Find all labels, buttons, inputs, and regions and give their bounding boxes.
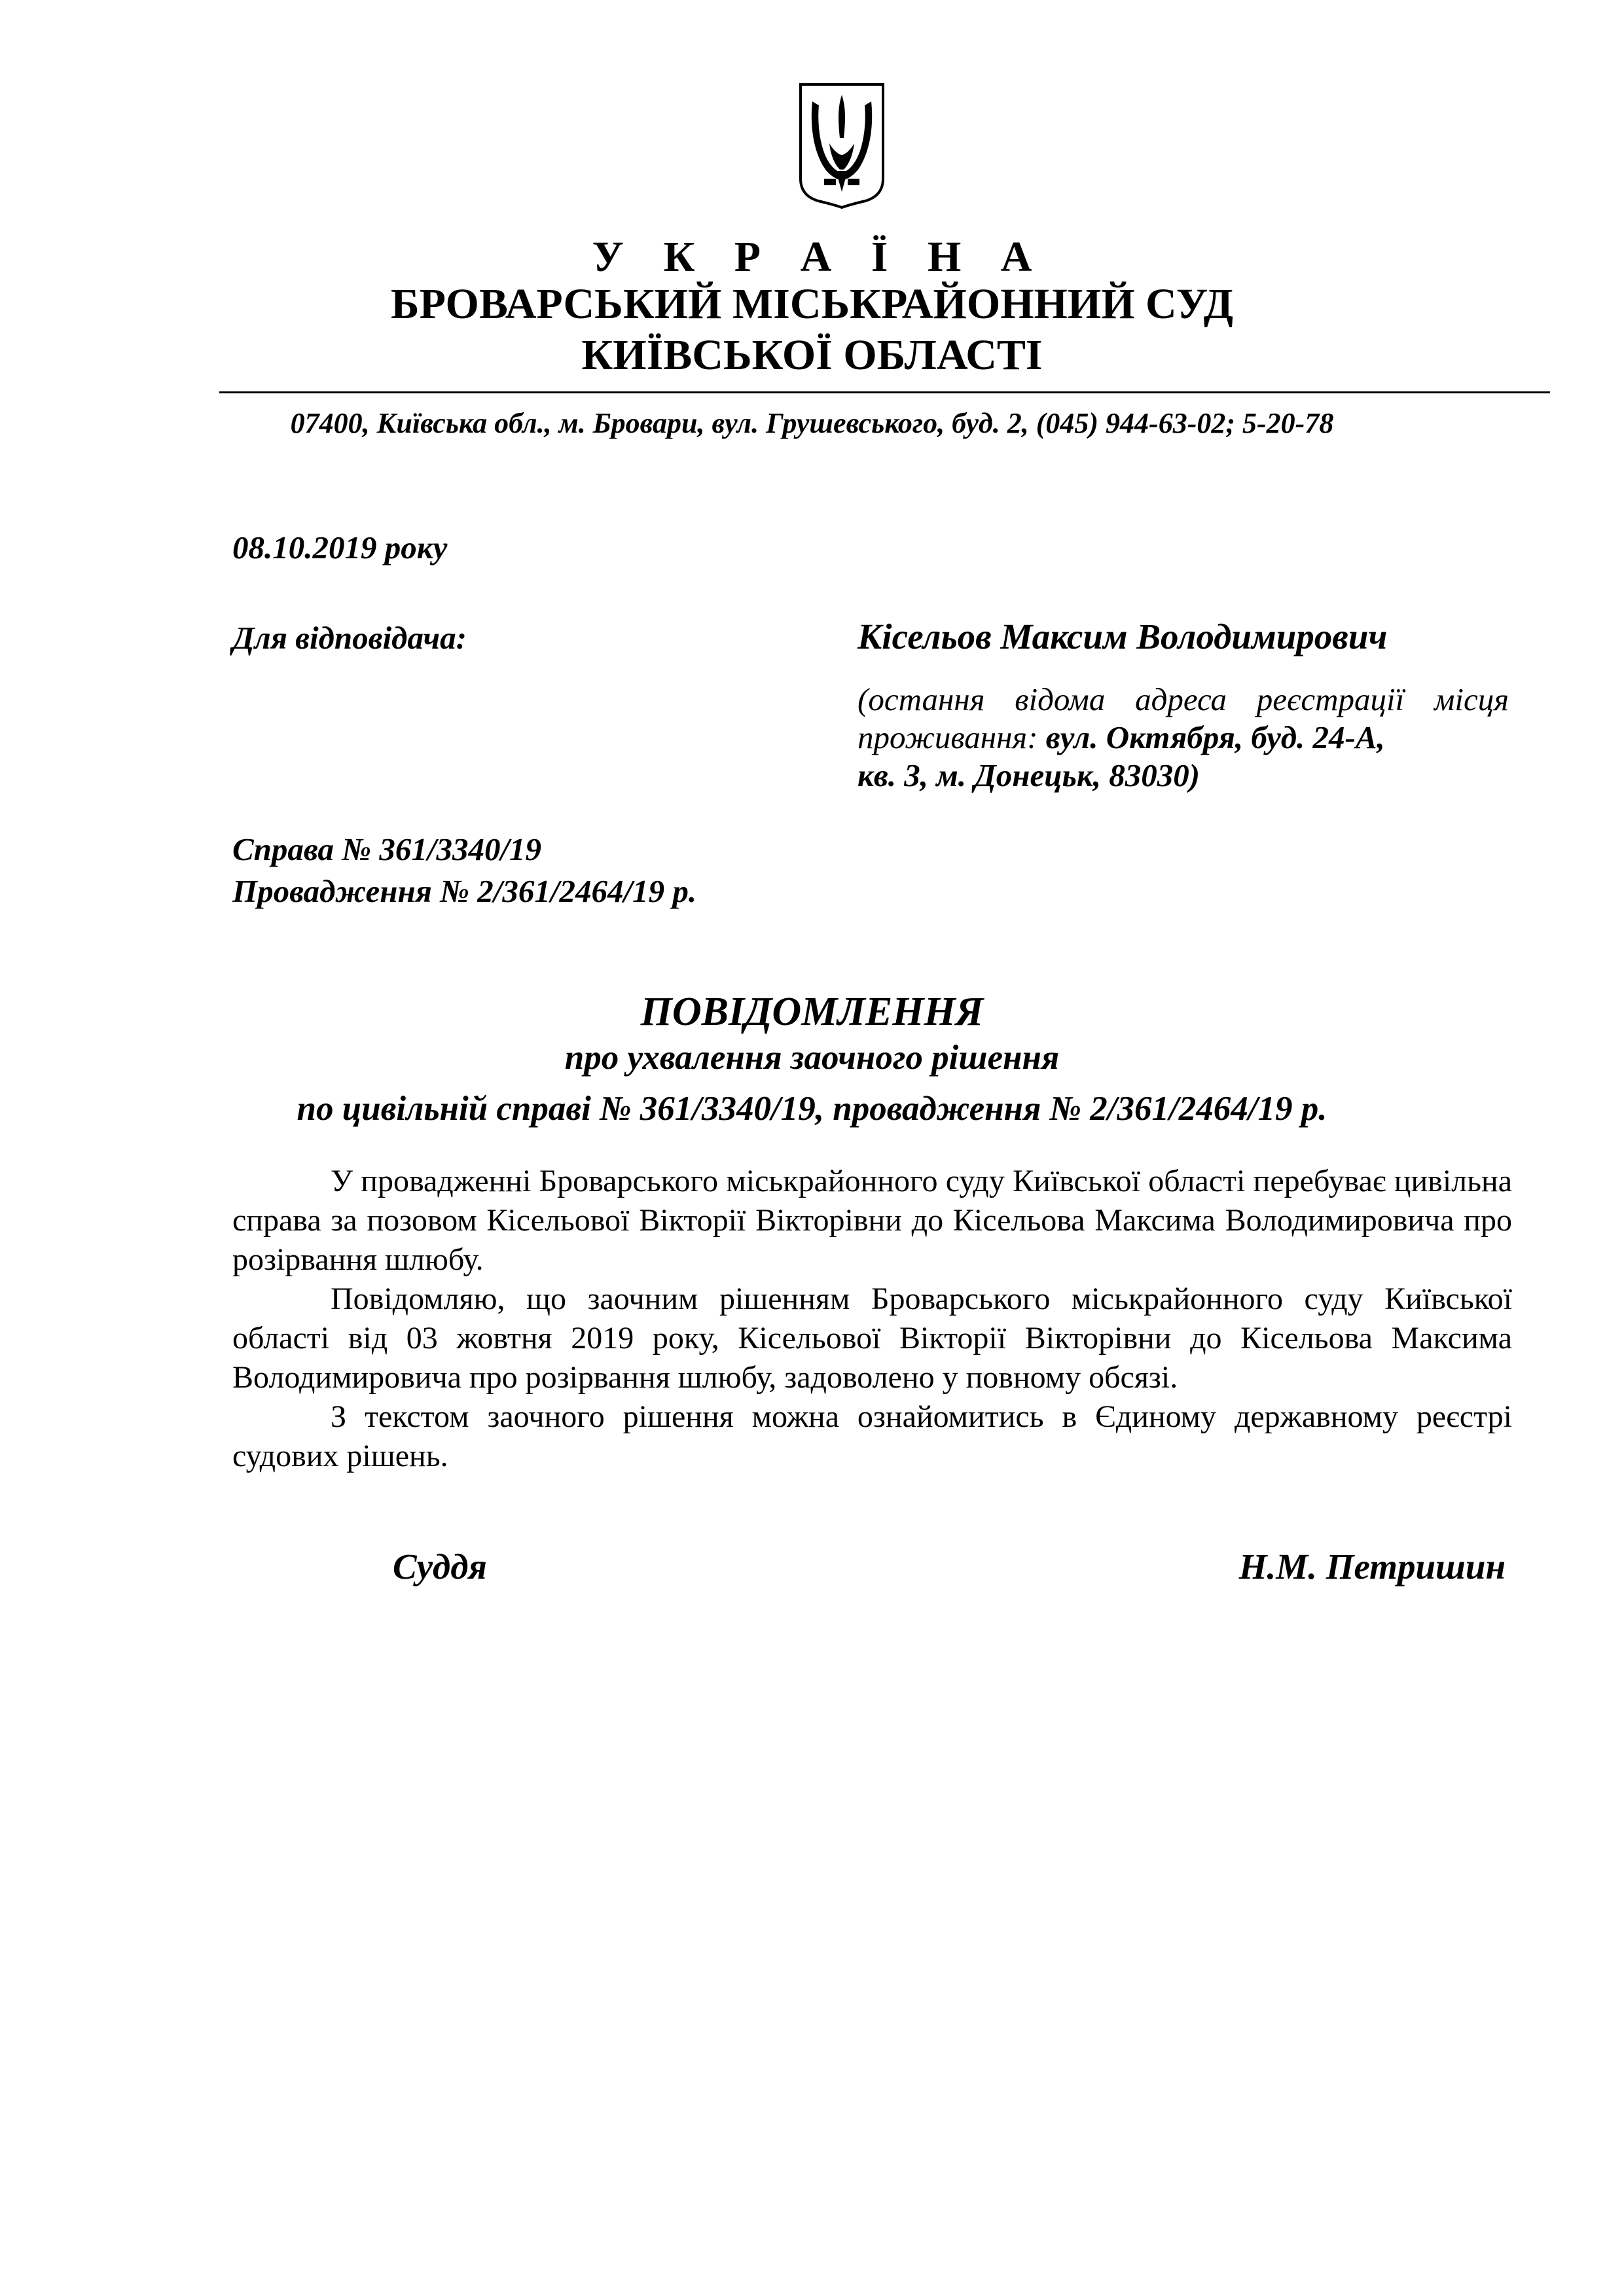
recipient-address: [857, 681, 1509, 795]
recipient-name: Кісельов Максим Володимирович: [857, 617, 1388, 656]
body-paragraph: Повідомляю, що заочним рішенням Броварського міськрайонного суду Київської області від 03 жовтня 2019 року, Кісельової Вікторії Вікторівни до Кісельова Максима Володимировича про розірвання шлюбу, задоволено у повному обсязі.: [232, 1282, 1512, 1395]
signature-role: Суддя: [393, 1547, 487, 1587]
notice-subtitle-1: про ухвалення заочного рішення: [564, 1039, 1060, 1077]
recipient-address-line-2: [857, 719, 1509, 757]
document-date: 08.10.2019 року: [232, 529, 448, 565]
recipient-street: вул. Октября, буд. 24-А,: [1045, 719, 1385, 755]
recipient-address-line-1: (остання відома адреса реєстрації місця: [857, 681, 1509, 717]
signature-name: Н.М. Петришин: [1238, 1547, 1506, 1587]
recipient-address-line-3: [857, 757, 1509, 795]
body-paragraph: З текстом заочного рішення можна ознайомитись в Єдиному державному реєстрі судових рішень.: [232, 1399, 1512, 1473]
notice-body: [232, 1162, 1512, 1476]
recipient-city: кв. 3, м. Донецьк, 83030): [857, 757, 1200, 793]
header-divider: [219, 391, 1550, 393]
case-number: Справа № 361/3340/19: [232, 831, 542, 867]
notice-title: ПОВІДОМЛЕННЯ: [640, 990, 984, 1034]
proceeding-number: Провадження № 2/361/2464/19 р.: [232, 873, 697, 909]
court-heading: БРОВАРСЬКИЙ МІСЬКРАЙОННИЙ СУД: [390, 280, 1234, 328]
court-address: 07400, Київська обл., м. Бровари, вул. Грушевського, буд. 2, (045) 944-63-02; 5-20-78: [290, 407, 1334, 439]
recipient-label: Для відповідача:: [232, 620, 467, 656]
coat-of-arms-icon: [797, 81, 887, 209]
notice-subtitle-2: по цивільній справі № 361/3340/19, провадження № 2/361/2464/19 р.: [297, 1090, 1327, 1128]
body-paragraph: У провадженні Броварського міськрайонного суду Київської області перебуває цивільна справа за позовом Кісельової Вікторії Вікторівни до Кісельова Максима Володимировича про розірвання шлюбу.: [232, 1164, 1512, 1277]
country-heading: У К Р А Ї Н А: [592, 233, 1047, 281]
region-heading: КИЇВСЬКОЇ ОБЛАСТІ: [581, 331, 1043, 379]
recipient-address-prefix: проживання:: [857, 719, 1046, 755]
